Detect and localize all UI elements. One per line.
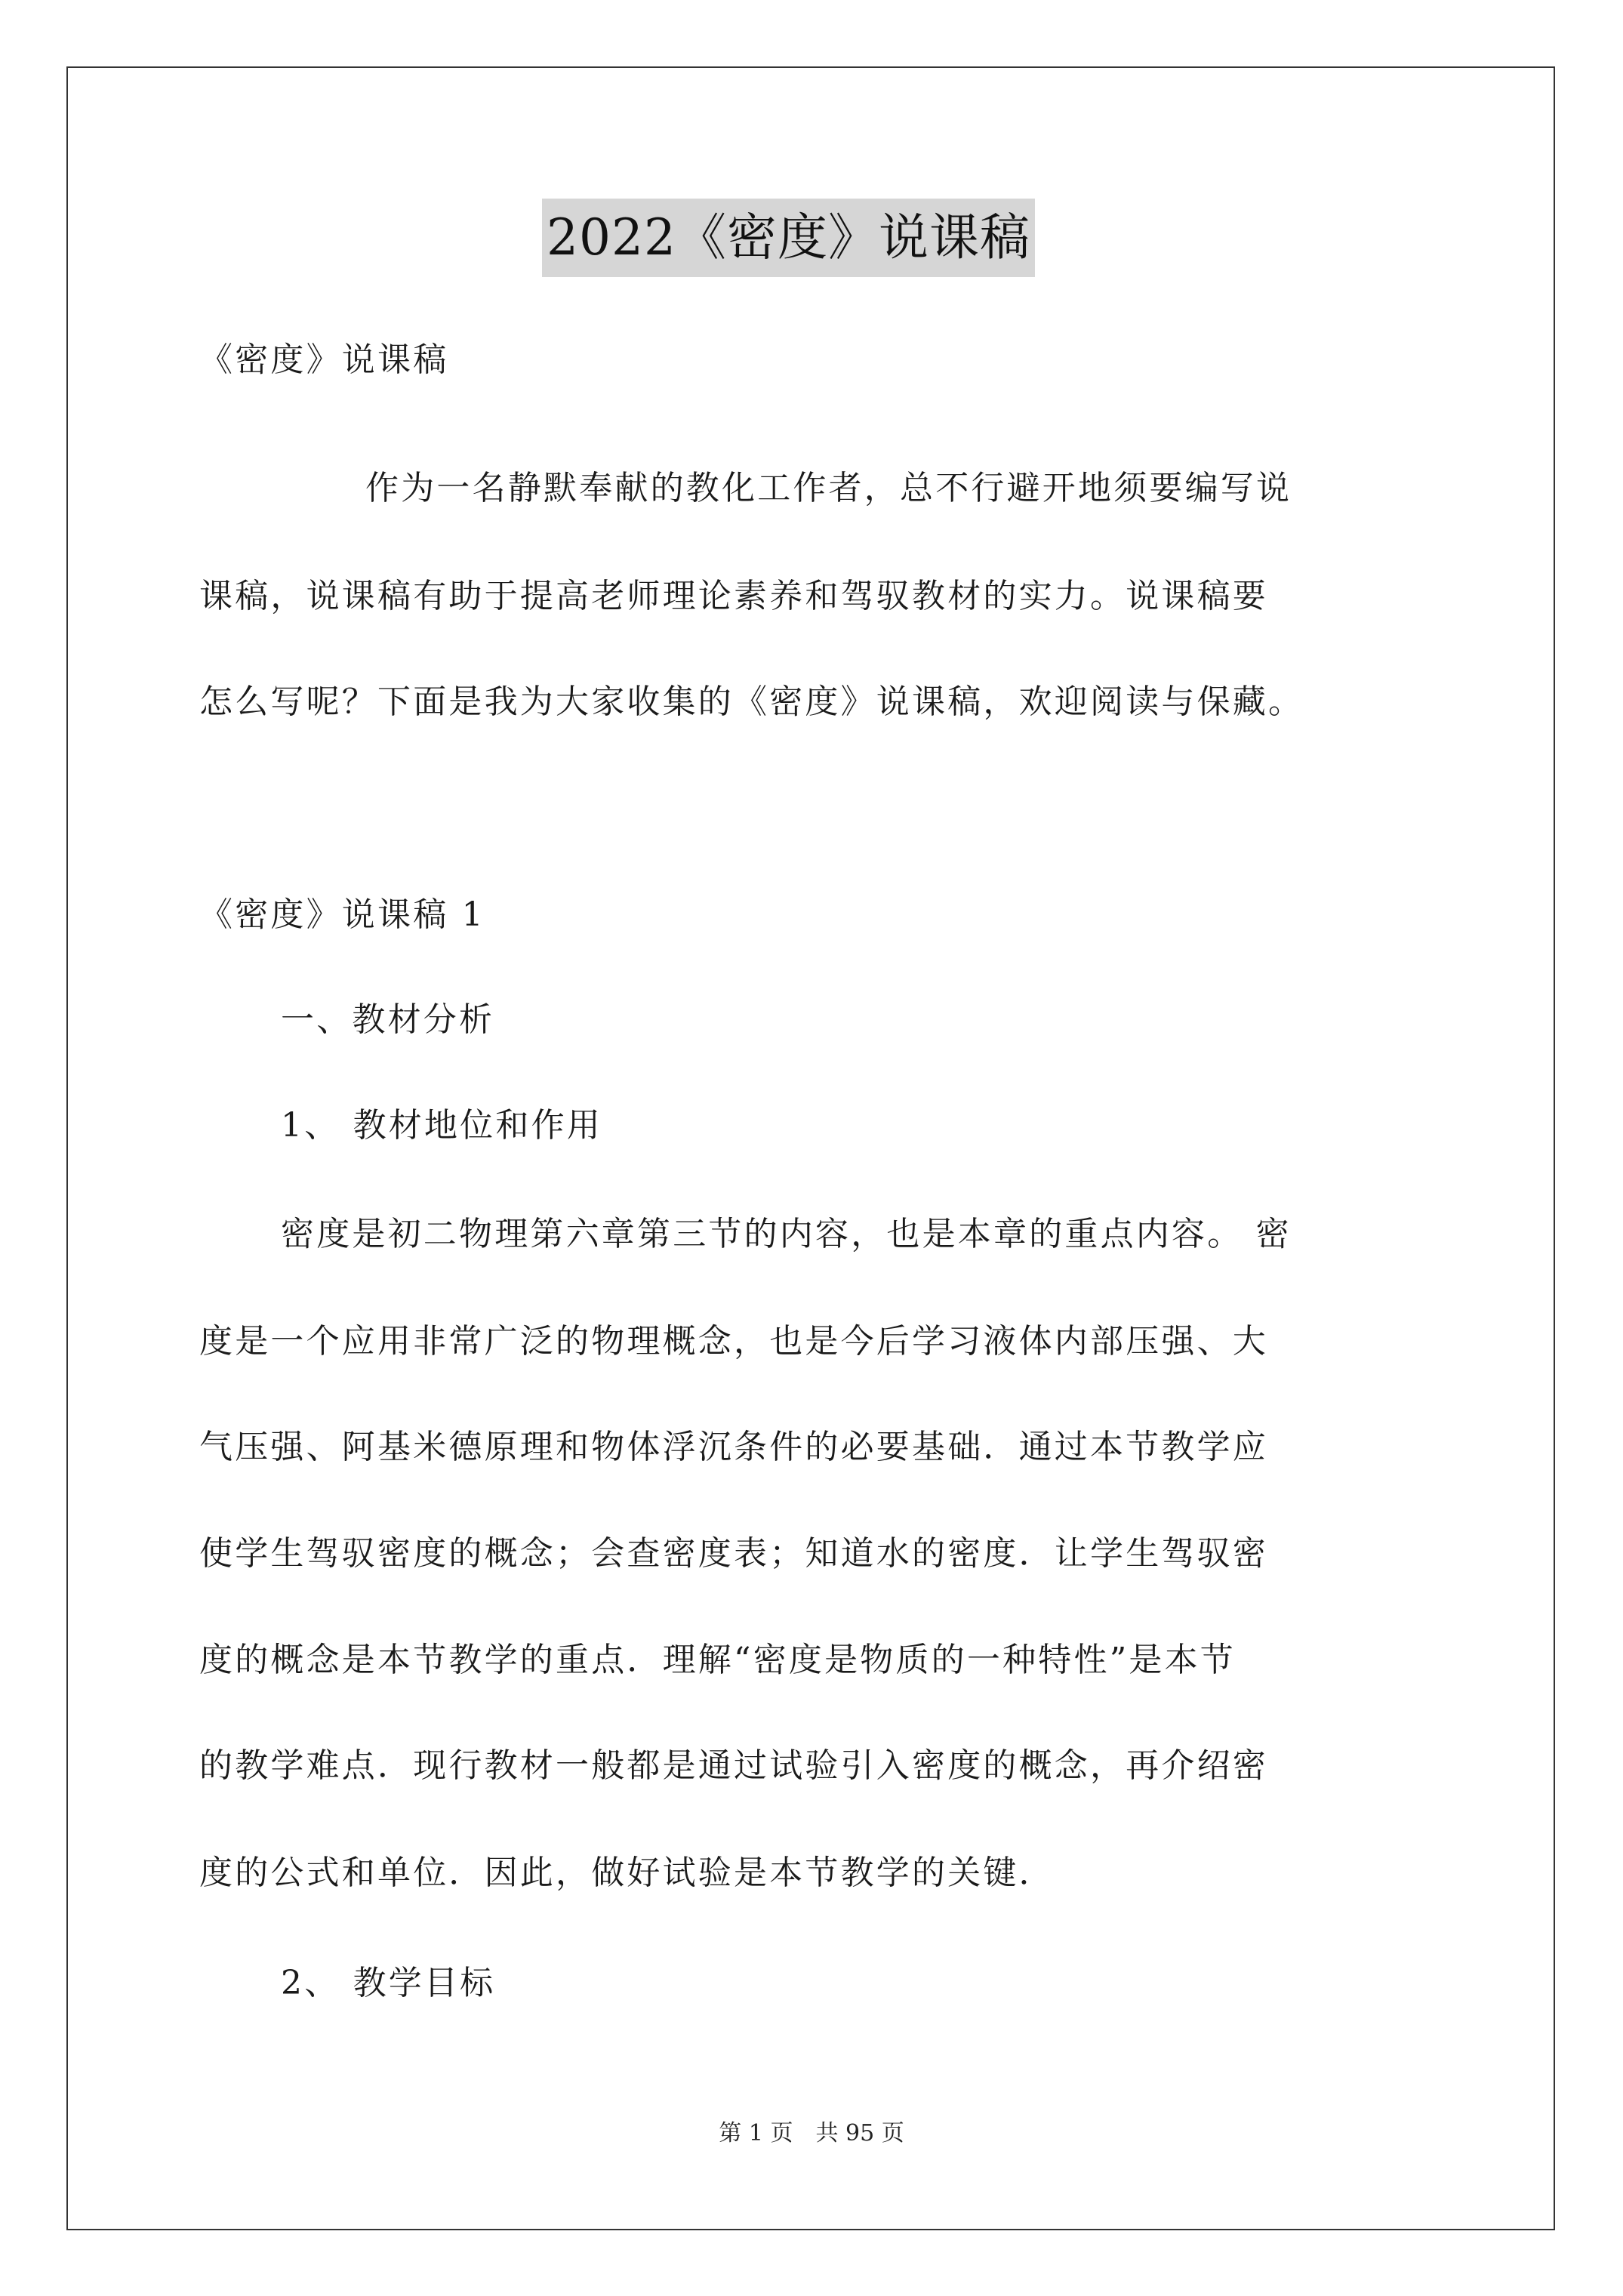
paragraph-line: 怎么写呢？下面是我为大家收集的《密度》说课稿，欢迎阅读与保藏。 — [199, 683, 1304, 721]
paragraph-line: 度是一个应用非常广泛的物理概念，也是今后学习液体内部压强、大 — [199, 1322, 1268, 1361]
paragraph-line: 气压强、阿基米德原理和物体浮沉条件的必要基础．通过本节教学应 — [199, 1428, 1268, 1466]
document-title: 2022《密度》说课稿 — [542, 199, 1035, 277]
section-heading: 《密度》说课稿 1 — [199, 895, 485, 934]
subsection-heading: 一、教材分析 — [281, 1000, 495, 1039]
paragraph-line: 的教学难点．现行教材一般都是通过试验引入密度的概念，再介绍密 — [199, 1746, 1268, 1785]
paragraph-line: 使学生驾驭密度的概念；会查密度表；知道水的密度．让学生驾驭密 — [199, 1534, 1268, 1573]
subsection-heading: 1、 教材地位和作用 — [281, 1106, 602, 1145]
paragraph-line: 作为一名静默奉献的教化工作者，总不行避开地须要编写说 — [365, 469, 1292, 507]
subsection-heading: 2、 教学目标 — [281, 1964, 496, 2002]
page-border — [66, 66, 1555, 2230]
paragraph-line: 课稿，说课稿有助于提高老师理论素养和驾驭教材的实力。说课稿要 — [199, 577, 1268, 615]
paragraph-line: 密度是初二物理第六章第三节的内容，也是本章的重点内容。 密 — [281, 1215, 1292, 1253]
page-number: 第 1 页 共 95 页 — [719, 2120, 904, 2147]
intro-heading: 《密度》说课稿 — [199, 341, 449, 379]
paragraph-line: 度的公式和单位．因此，做好试验是本节教学的关键． — [199, 1854, 1055, 1892]
paragraph-line: 度的概念是本节教学的重点．理解“密度是物质的一种特性”是本节 — [199, 1641, 1236, 1679]
